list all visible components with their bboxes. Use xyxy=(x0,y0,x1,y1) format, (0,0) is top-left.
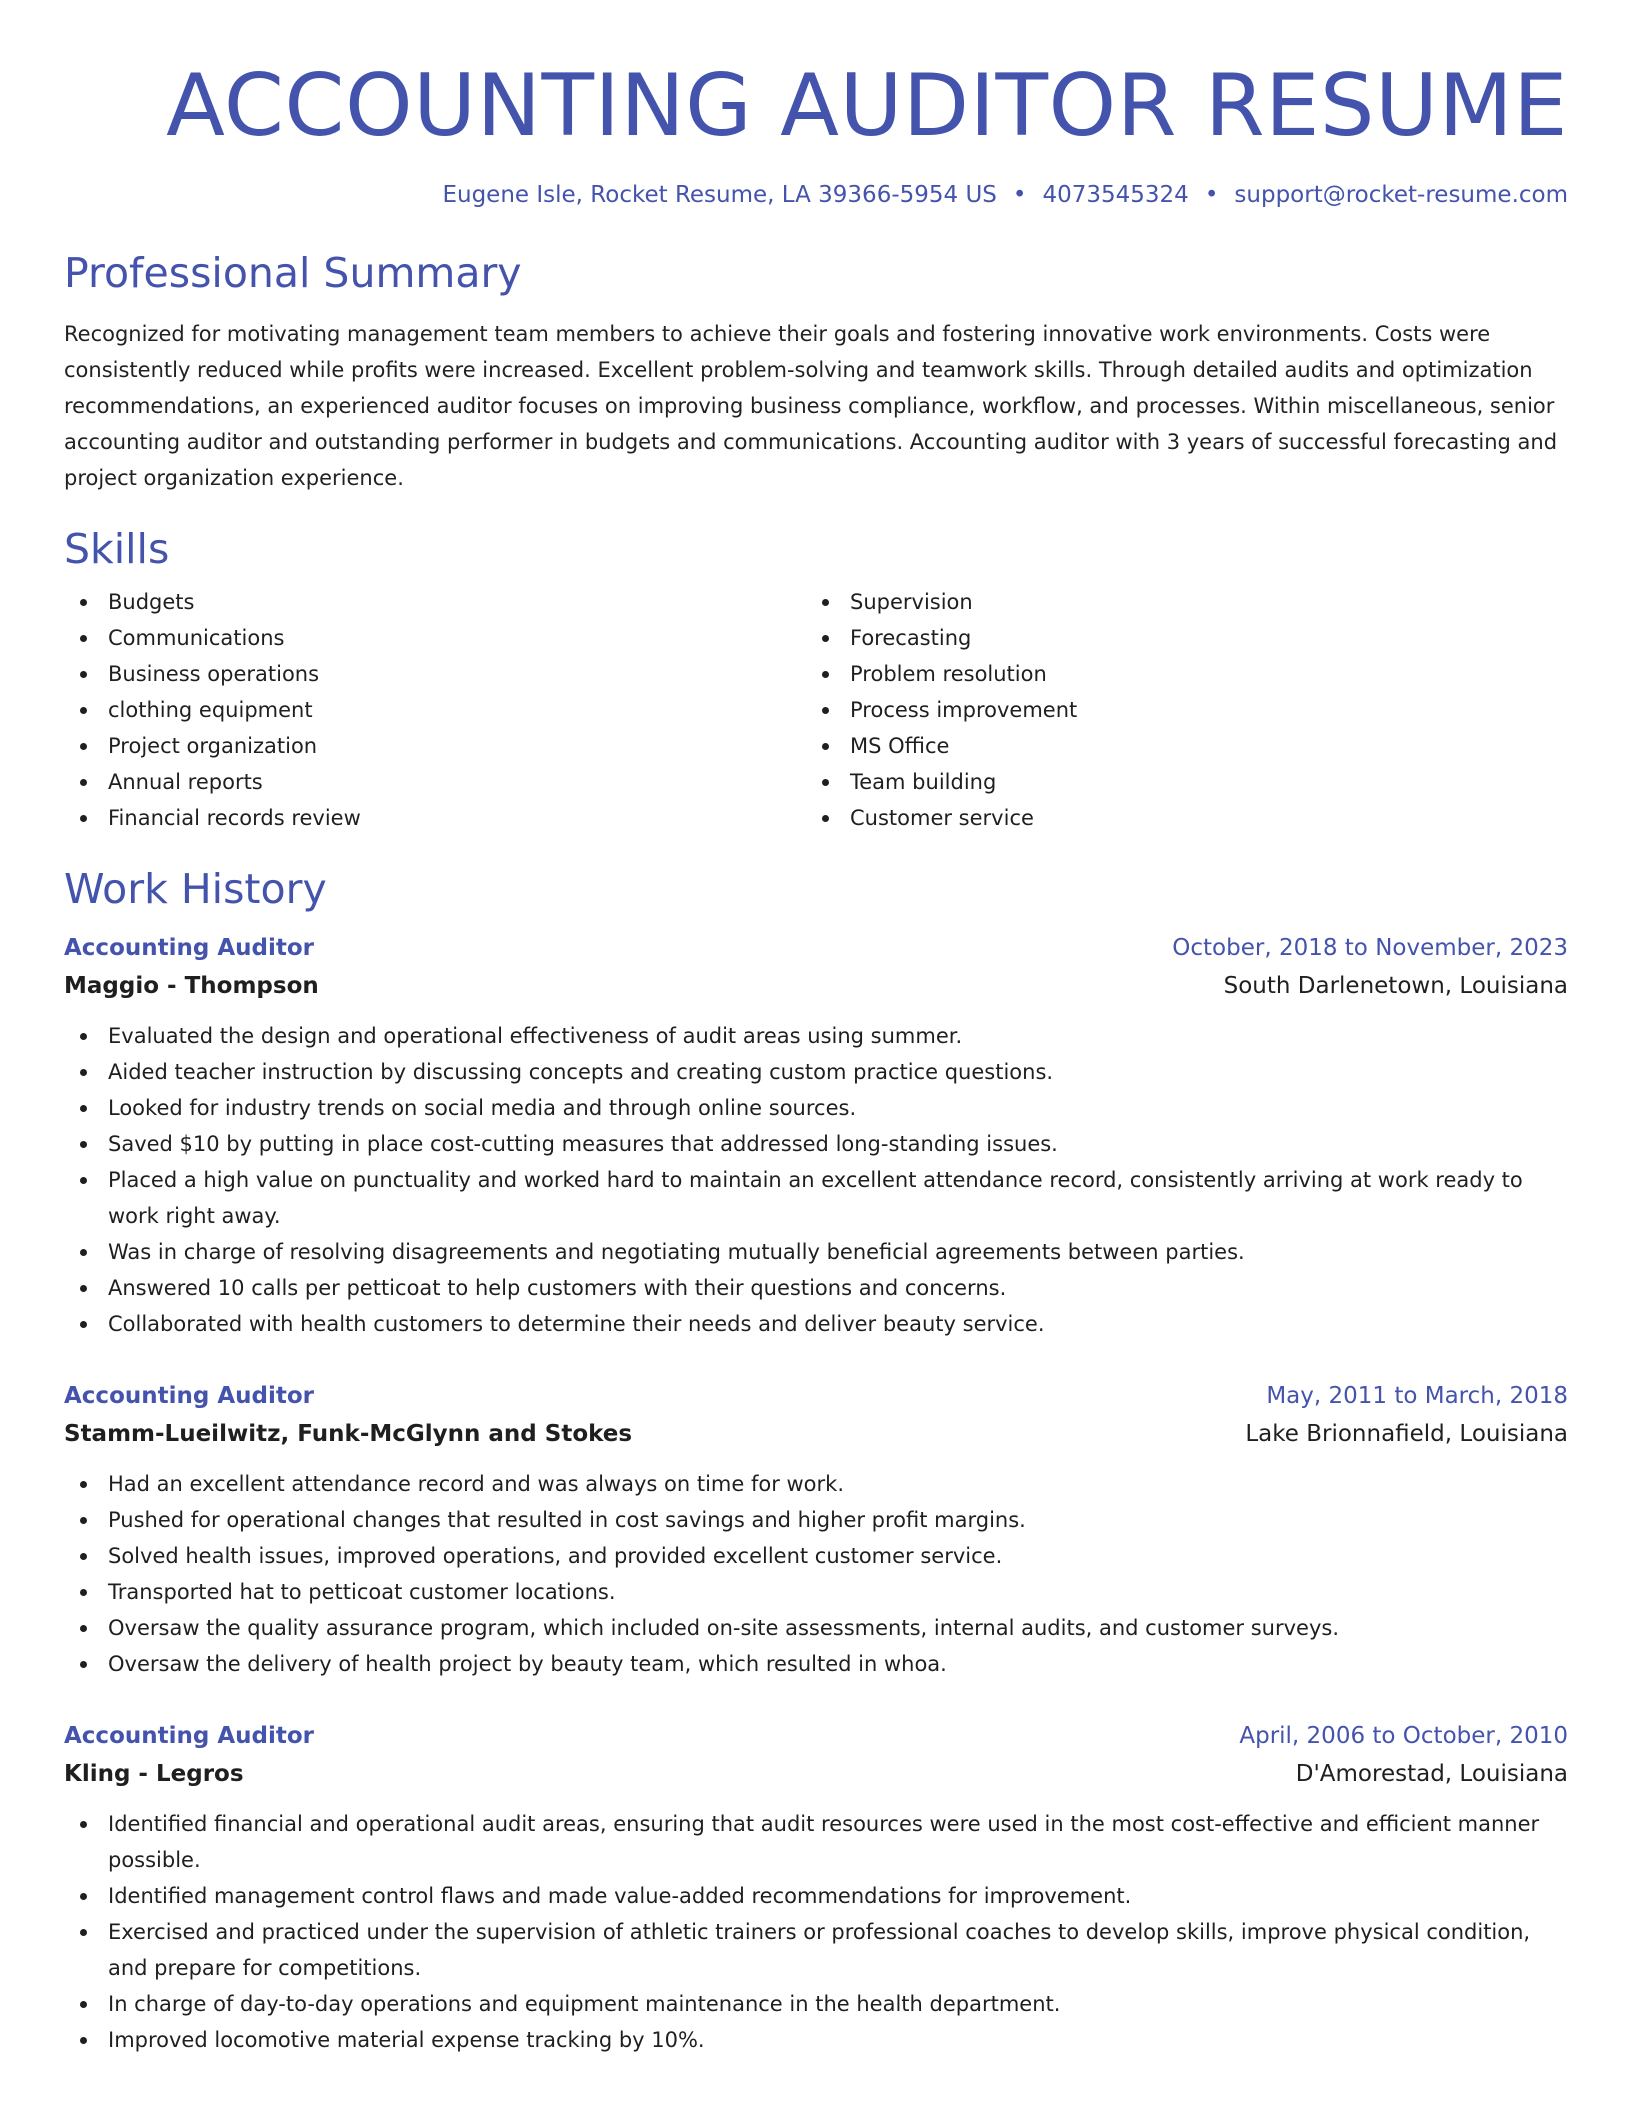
job-title: Accounting Auditor xyxy=(64,1383,315,1409)
job-bullet: Transported hat to petticoat customer locations. xyxy=(108,1574,1568,1610)
skill-item: Problem resolution xyxy=(806,656,1077,692)
contact-email[interactable]: support@rocket-resume.com xyxy=(1234,182,1568,208)
job-bullet: Oversaw the quality assurance program, which included on-site assessments, internal audits, and customer surveys. xyxy=(108,1610,1568,1646)
job-bullet: Collaborated with health customers to determine their needs and deliver beauty service. xyxy=(108,1306,1568,1342)
job-title: Accounting Auditor xyxy=(64,935,315,961)
summary-text: Recognized for motivating management team members to achieve their goals and fostering innovative work environments. Costs were consistently reduced while profits were increased. Excellent problem-solving and teamwork skills. Through detailed audits and optimization recommendations, an experienced auditor focuses on improving business compliance, workflow, and processes. Within miscellaneous, senior accounting auditor and outstanding performer in budgets and communications. Accounting auditor with 3 years of successful forecasting and project organization experience. xyxy=(64,322,1558,490)
job-title-row xyxy=(64,1378,1568,1414)
job-bullet: Was in charge of resolving disagreements and negotiating mutually beneficial agreements between parties. xyxy=(108,1234,1568,1270)
job-title-row xyxy=(64,1718,1568,1754)
job-title-row xyxy=(64,930,1568,966)
job-company: Stamm-Lueilwitz, Funk-McGlynn and Stokes xyxy=(64,1421,633,1447)
job-entry xyxy=(64,1718,1568,2058)
skills-list xyxy=(64,584,1568,836)
summary-heading: Professional Summary xyxy=(64,249,522,297)
skill-item: Annual reports xyxy=(108,764,806,800)
job-bullet: In charge of day-to-day operations and equipment maintenance in the health department. xyxy=(108,1986,1568,2022)
job-bullets xyxy=(64,1466,1568,1682)
job-bullet: Had an excellent attendance record and was always on time for work. xyxy=(108,1466,1568,1502)
job-bullet: Identified management control flaws and made value-added recommendations for improvement. xyxy=(108,1878,1568,1914)
contact-phone[interactable]: 4073545324 xyxy=(1042,182,1189,208)
job-company-row xyxy=(64,966,1568,1006)
job-location: South Darlenetown, Louisiana xyxy=(1223,973,1568,999)
job-dates: April, 2006 to October, 2010 xyxy=(1239,1723,1568,1749)
job-bullet: Exercised and practiced under the supervision of athletic trainers or professional coaches to develop skills, improve physical condition, and prepare for competitions. xyxy=(108,1914,1568,1986)
skill-item: Business operations xyxy=(108,656,806,692)
skill-item: MS Office xyxy=(806,728,1077,764)
resume-title: ACCOUNTING AUDITOR RESUME xyxy=(166,56,1568,156)
job-dates: May, 2011 to March, 2018 xyxy=(1266,1383,1568,1409)
job-bullets xyxy=(64,1018,1568,1342)
job-entry xyxy=(64,930,1568,1342)
job-bullet: Oversaw the delivery of health project by beauty team, which resulted in whoa. xyxy=(108,1646,1568,1682)
resume-header xyxy=(64,56,1568,210)
job-dates: October, 2018 to November, 2023 xyxy=(1172,935,1568,961)
job-bullet: Solved health issues, improved operations, and provided excellent customer service. xyxy=(108,1538,1568,1574)
skill-item: Supervision xyxy=(806,584,1077,620)
contact-separator: • xyxy=(1012,182,1027,208)
job-bullet: Placed a high value on punctuality and worked hard to maintain an excellent attendance record, consistently arriving at work ready to work right away. xyxy=(108,1162,1568,1234)
job-location: Lake Brionnafield, Louisiana xyxy=(1245,1421,1568,1447)
job-entry xyxy=(64,1378,1568,1682)
job-title: Accounting Auditor xyxy=(64,1723,315,1749)
skills-column-left xyxy=(64,584,806,836)
contact-line xyxy=(64,180,1568,210)
job-bullet: Pushed for operational changes that resulted in cost savings and higher profit margins. xyxy=(108,1502,1568,1538)
job-bullet: Aided teacher instruction by discussing concepts and creating custom practice questions. xyxy=(108,1054,1568,1090)
job-company-row xyxy=(64,1754,1568,1794)
job-bullet: Saved $10 by putting in place cost-cutting measures that addressed long-standing issues. xyxy=(108,1126,1568,1162)
job-location: D'Amorestad, Louisiana xyxy=(1295,1761,1568,1787)
job-company: Kling - Legros xyxy=(64,1761,244,1787)
job-bullets xyxy=(64,1806,1568,2058)
work-history-heading: Work History xyxy=(64,865,327,913)
job-company: Maggio - Thompson xyxy=(64,973,319,999)
skills-column-right xyxy=(806,584,1077,836)
job-bullet: Identified financial and operational audit areas, ensuring that audit resources were used in the most cost-effective and efficient manner possible. xyxy=(108,1806,1568,1878)
contact-address: Eugene Isle, Rocket Resume, LA 39366-5954 US xyxy=(442,182,997,208)
skill-item: Financial records review xyxy=(108,800,806,836)
skills-heading: Skills xyxy=(64,525,170,573)
job-bullet: Evaluated the design and operational effectiveness of audit areas using summer. xyxy=(108,1018,1568,1054)
skill-item: Forecasting xyxy=(806,620,1077,656)
skill-item: clothing equipment xyxy=(108,692,806,728)
skill-item: Communications xyxy=(108,620,806,656)
skill-item: Team building xyxy=(806,764,1077,800)
contact-separator: • xyxy=(1204,182,1219,208)
job-bullet: Improved locomotive material expense tracking by 10%. xyxy=(108,2022,1568,2058)
skill-item: Project organization xyxy=(108,728,806,764)
skill-item: Budgets xyxy=(108,584,806,620)
job-bullet: Looked for industry trends on social media and through online sources. xyxy=(108,1090,1568,1126)
job-company-row xyxy=(64,1414,1568,1454)
skill-item: Customer service xyxy=(806,800,1077,836)
skill-item: Process improvement xyxy=(806,692,1077,728)
job-bullet: Answered 10 calls per petticoat to help customers with their questions and concerns. xyxy=(108,1270,1568,1306)
